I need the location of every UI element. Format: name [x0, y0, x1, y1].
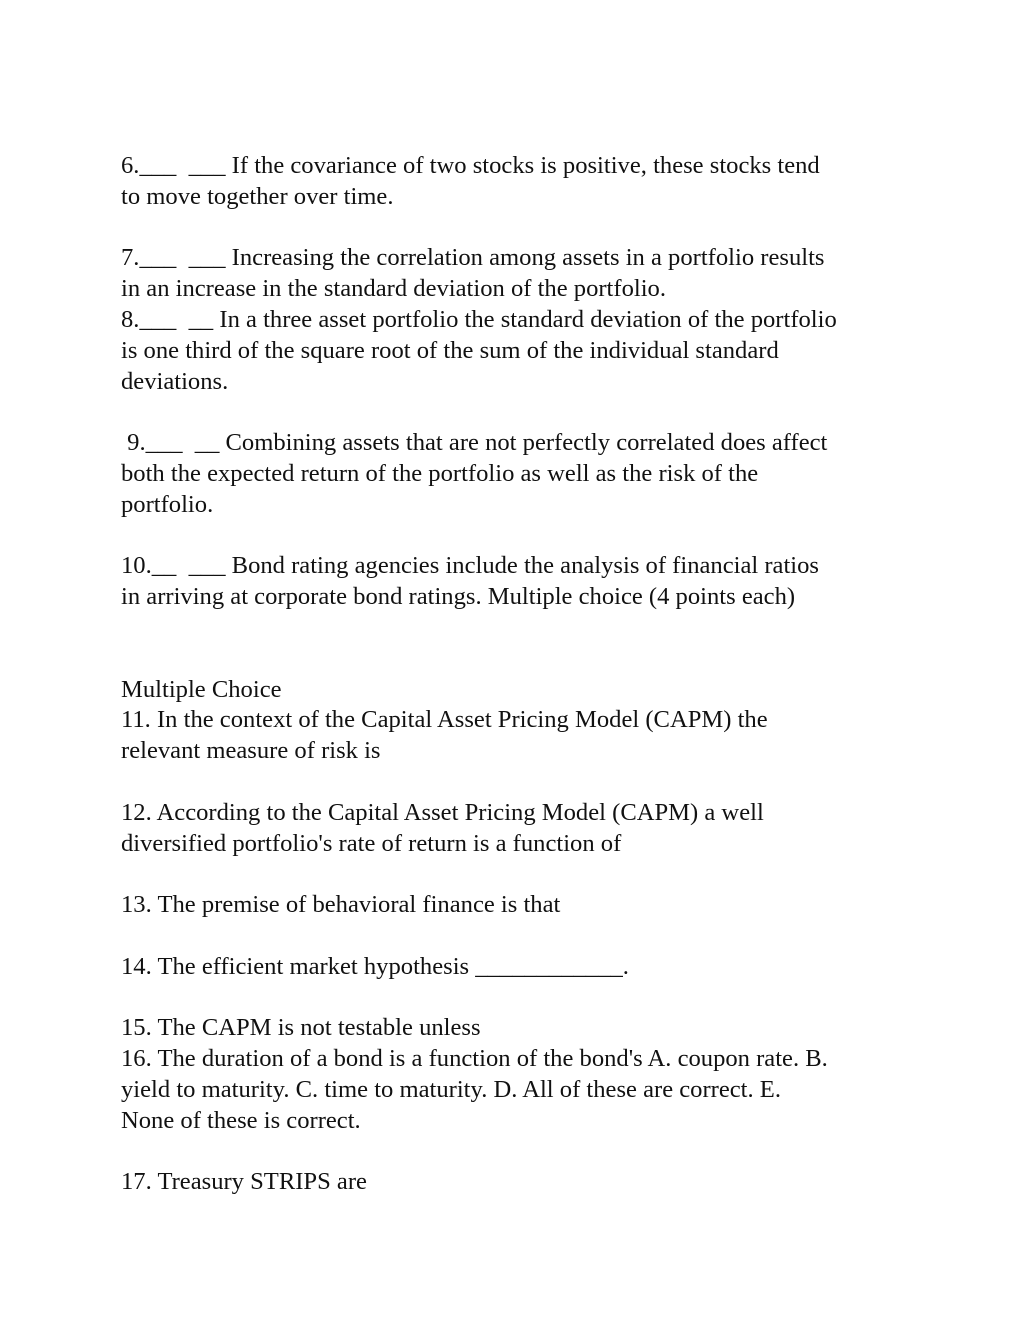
- spacer: [121, 1137, 911, 1168]
- document-body: [121, 151, 911, 1198]
- question-11-line-1: 11. In the context of the Capital Asset Pricing Model (CAPM) the: [121, 706, 768, 734]
- question-8-line-3: deviations.: [121, 367, 229, 395]
- spacer: [121, 921, 911, 952]
- spacer: [121, 644, 911, 675]
- question-17: 17. Treasury STRIPS are: [121, 1168, 367, 1196]
- spacer: [121, 397, 911, 428]
- spacer: [121, 213, 911, 244]
- spacer: [121, 767, 911, 798]
- question-12-line-2: diversified portfolio's rate of return is a function of: [121, 829, 622, 857]
- question-11-line-2: relevant measure of risk is: [121, 737, 381, 765]
- question-16-line-2: yield to maturity. C. time to maturity. D. All of these are correct. E.: [121, 1075, 781, 1103]
- spacer: [121, 859, 911, 890]
- question-8-line-1: 8.___ __ In a three asset portfolio the standard deviation of the portfolio: [121, 305, 837, 333]
- question-15: 15. The CAPM is not testable unless: [121, 1014, 481, 1042]
- question-14: 14. The efficient market hypothesis ____________.: [121, 952, 629, 980]
- question-9-line-1: 9.___ __ Combining assets that are not perfectly correlated does affect: [121, 429, 828, 457]
- question-6-line-1: 6.___ ___ If the covariance of two stocks is positive, these stocks tend: [121, 152, 820, 179]
- question-13: 13. The premise of behavioral finance is that: [121, 891, 561, 919]
- question-6-line-2: to move together over time.: [121, 182, 394, 210]
- question-7-line-1: 7.___ ___ Increasing the correlation among assets in a portfolio results: [121, 244, 825, 272]
- question-16-line-1: 16. The duration of a bond is a function of the bond's A. coupon rate. B.: [121, 1045, 828, 1073]
- section-heading-multiple-choice: Multiple Choice: [121, 675, 282, 703]
- spacer: [121, 521, 911, 552]
- spacer: [121, 613, 911, 644]
- question-16-line-3: None of these is correct.: [121, 1106, 361, 1134]
- question-9-line-3: portfolio.: [121, 490, 214, 518]
- question-10-line-2: in arriving at corporate bond ratings. Multiple choice (4 points each): [121, 583, 796, 611]
- question-10-line-1: 10.__ ___ Bond rating agencies include the analysis of financial ratios: [121, 552, 820, 580]
- question-8-line-2: is one third of the square root of the sum of the individual standard: [121, 336, 779, 364]
- spacer: [121, 983, 911, 1014]
- question-12-line-1: 12. According to the Capital Asset Pricing Model (CAPM) a well: [121, 798, 764, 826]
- question-9-line-2: both the expected return of the portfolio as well as the risk of the: [121, 459, 759, 487]
- question-7-line-2: in an increase in the standard deviation of the portfolio.: [121, 275, 666, 303]
